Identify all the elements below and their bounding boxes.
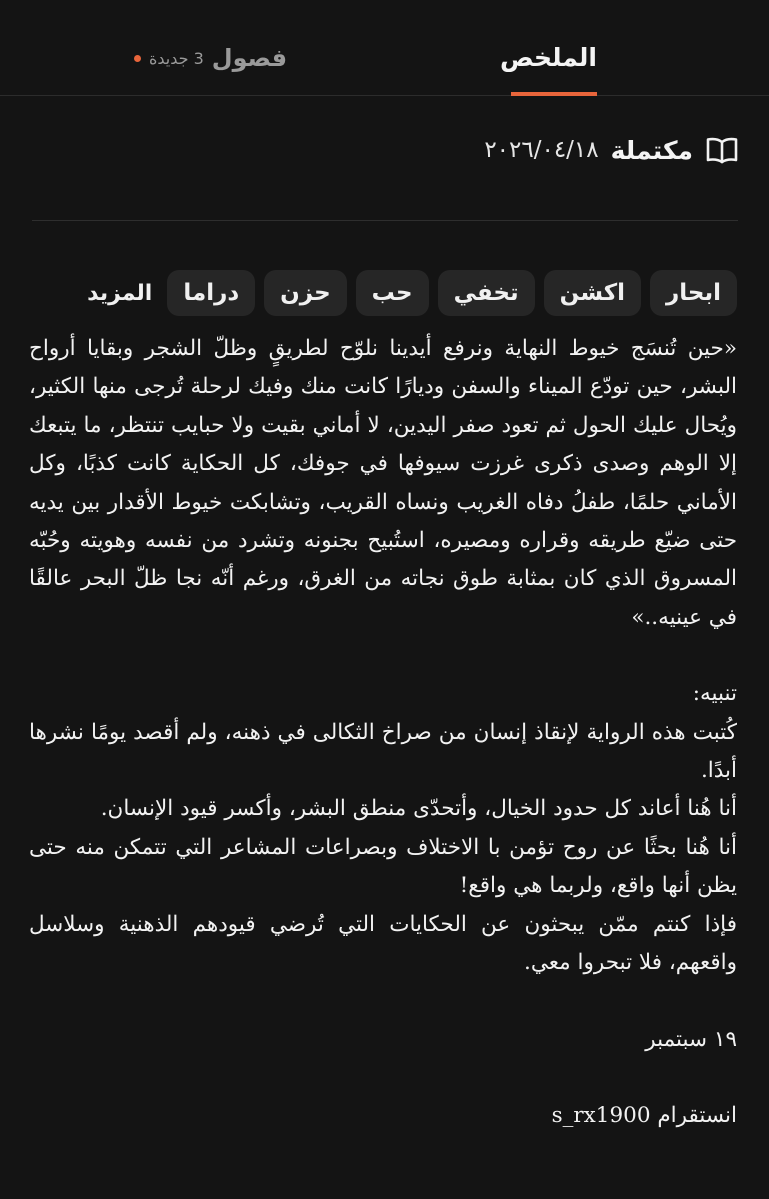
notice-title: تنبيه: [692,681,737,707]
author-instagram: انستقرام s_rx1900 [551,1102,737,1128]
author-date: ١٩ سبتمبر [645,1026,737,1052]
tab-chapters[interactable] [134,38,287,78]
tag-sailing[interactable]: ابحار [650,270,737,316]
completion-status: مكتملة [610,135,693,165]
tab-bar [0,0,769,96]
tag-love[interactable]: حب [356,270,429,316]
tab-chapters-label: فصول [211,44,288,72]
book-open-icon [705,135,739,165]
description-blurb: «حين تُنسَج خيوط النهاية ونرفع أيدينا نلوّح لطريقٍ وظلّ الشجر وبقايا أرواح البشر، حين تودّع الميناء والسفن وديارًا كانت منك وفيك لرحلة تُرجى منها الكثير، ويُحال عليك الحول ثم تعود صفر اليدين، لا أماني بقيت ولا حبايب تنتظر، ما يتبعك إلا الوهم وصدى ذكرى غرزت سيوفها في جوفك، كل الحكاية كانت كذبًا، وكل الأماني حلمًا، طفلُ دفاه الغريب ونساه القريب، وتشابكت خيوط الأقدار بين يديه حتى ضيّع طريقه وقراره ومصيره، استُبيح بجنونه وتشرد من نفسه وهويته وحُبّه المسروق الذي كان بمثابة طوق نجاته من الغرق، ورغم أنّه نجا ظلّ البحر عالقًا في عينيه..» [29,336,737,630]
genre-tags [31,268,737,318]
tag-drama[interactable]: دراما [167,270,255,316]
description-line-1: أنا هُنا أعاند كل حدود الخيال، وأتحدّى منطق البشر، وأكسر قيود الإنسان. [100,796,737,822]
more-tags-button[interactable]: المزيد [87,280,153,306]
tag-disguise[interactable]: تخفي [438,270,535,316]
story-status-row [484,128,739,172]
description-line-3: فإذا كنتم ممّن يبحثون عن الحكايات التي تُرضي قيودهم الذهنية وسلاسل واقعهم، فلا تبحروا معي. [29,911,737,976]
status-date: ٢٠٢٦/٠٤/١٨ [484,137,599,163]
tag-action[interactable]: اكشن [544,270,641,316]
tab-summary-label: الملخص [499,43,597,72]
active-tab-indicator [511,92,597,96]
story-description [29,330,737,1135]
section-divider [32,220,738,221]
tab-summary[interactable] [499,38,597,96]
tag-sadness[interactable]: حزن [264,270,347,316]
notice-text: كُتبت هذه الرواية لإنقاذ إنسان من صراخ الثكالى في ذهنه، ولم أقصد يومًا نشرها أبدًا. [29,719,737,784]
new-chapters-badge: 3 جديدة [149,48,204,68]
description-line-2: أنا هُنا بحثًا عن روح تؤمن با الاختلاف وبصراعات المشاعر التي تتمكن منه حتى يظن أنها واقع، ولربما هي واقع! [29,834,737,899]
new-indicator-dot [134,55,141,62]
